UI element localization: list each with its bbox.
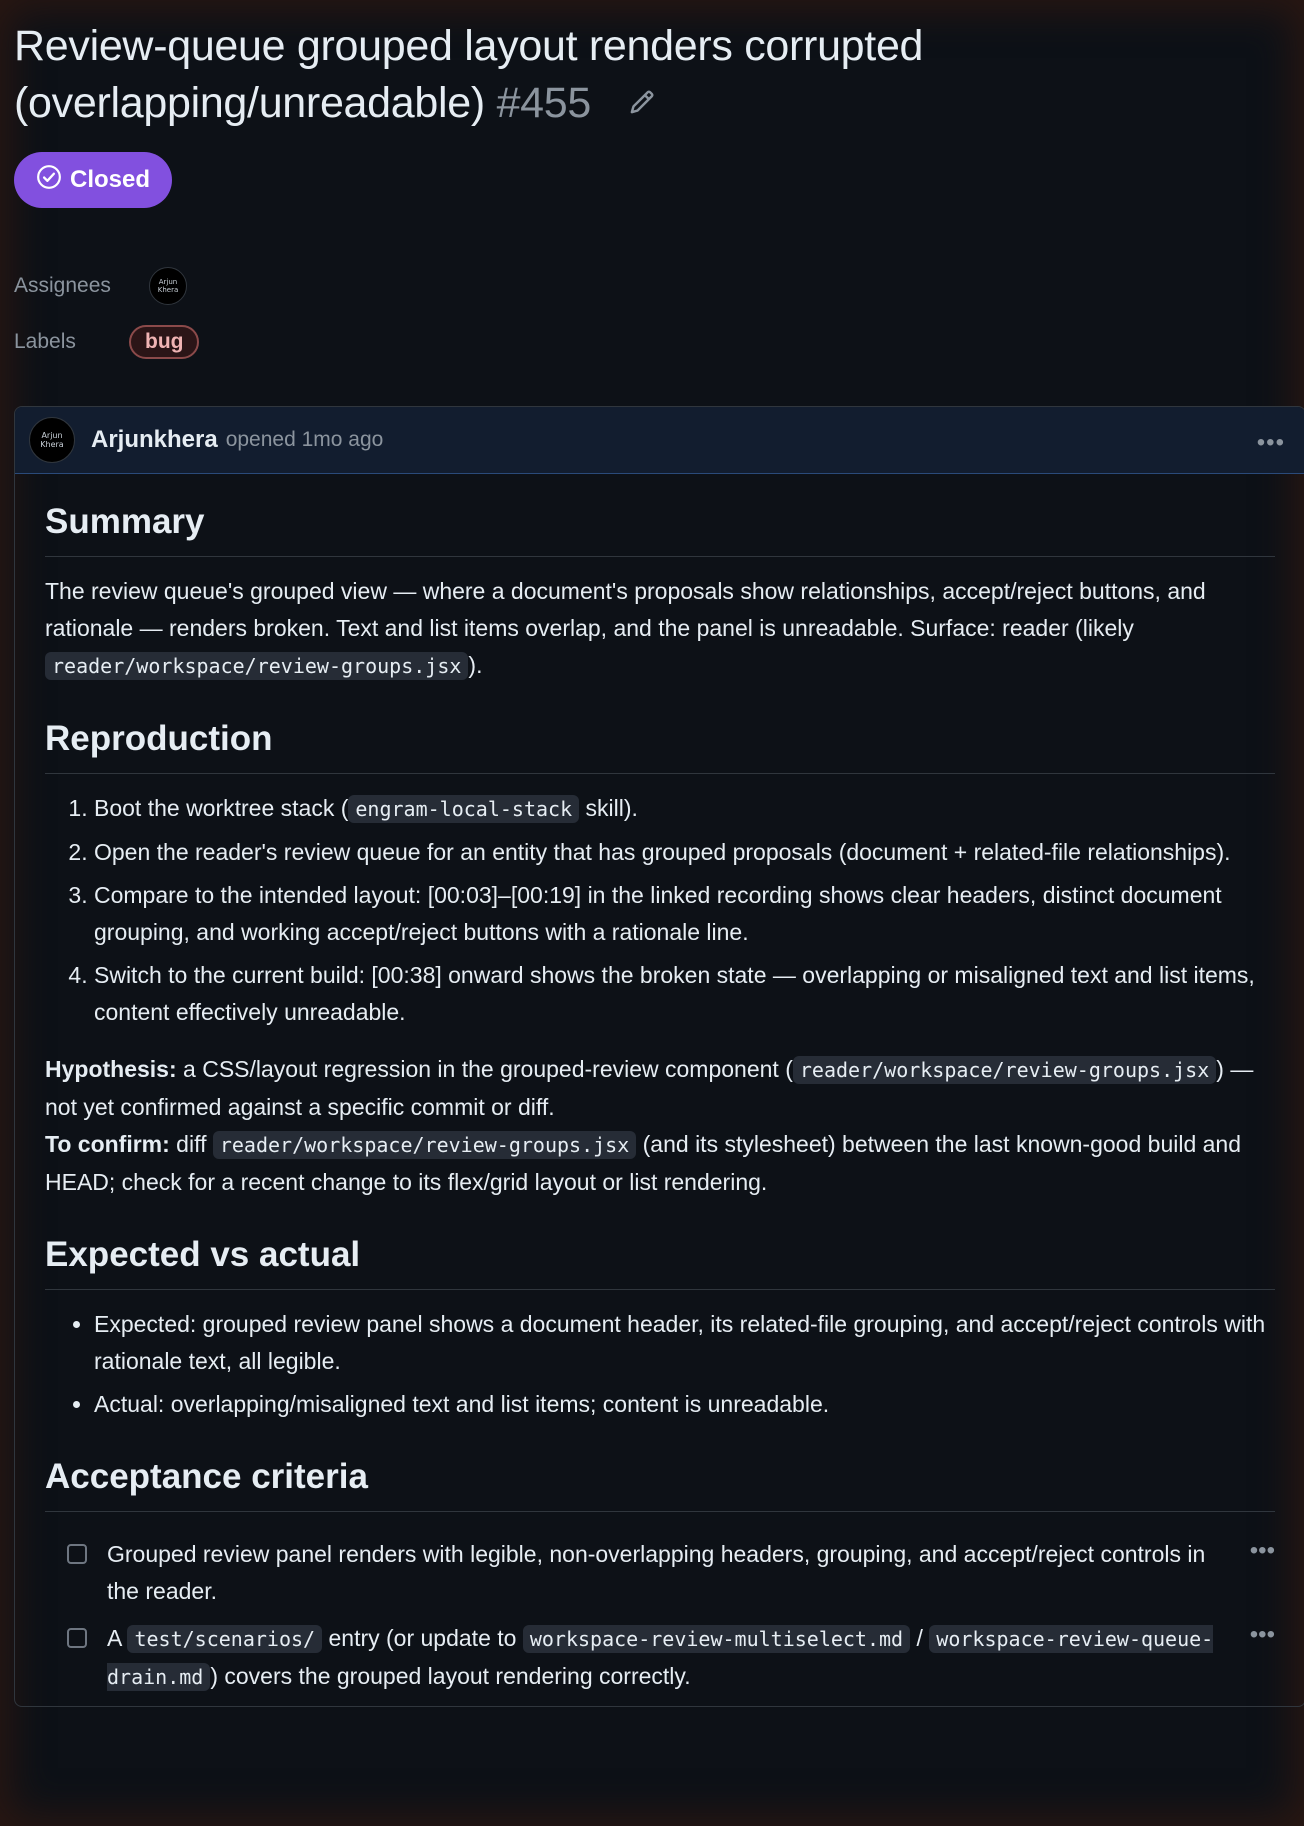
step-text-end: skill). [579,795,638,822]
task-text: A [107,1625,128,1652]
assignees-label: Assignees [14,274,111,298]
task-more-options-icon[interactable]: ••• [1249,1621,1275,1649]
heading-reproduction: Reproduction [45,715,1275,774]
list-item: 3. Compare to the intended layout: [00:03]–[00:19] in the linked recording shows clear headers, distinct document grouping, and working accept/reject buttons with a rationale line. [94,877,1275,951]
task-checkbox[interactable] [67,1628,87,1648]
heading-acceptance-criteria: Acceptance criteria [45,1453,1275,1512]
confirm-label: To confirm: [45,1131,170,1158]
heading-expected-vs-actual: Expected vs actual [45,1231,1275,1290]
summary-text-end: ). [468,652,483,679]
issue-title [14,18,1290,134]
issue-title-text: Review-queue grouped layout renders corrupted (overlapping/unreadable) [14,22,924,127]
status-badge [14,152,172,208]
label-bug[interactable]: bug [129,325,199,359]
heading-summary: Summary [45,498,1275,557]
labels-label: Labels [14,330,76,354]
confirm-text: diff [169,1131,213,1158]
confirm-text-end: (and its stylesheet) between the last known-good build and HEAD; check for a recent change to its flex/grid layout or list rendering. [45,1131,1242,1196]
labels-row [14,314,1290,370]
expected-list [45,1306,1275,1423]
list-item [94,790,1275,828]
list-item: 4. Switch to the current build: [00:38] onward shows the broken state — overlapping or misaligned text and list items, content effectively unreadable. [94,957,1275,1031]
task-text: / [910,1625,930,1652]
list-item: • Expected: grouped review panel shows a document header, its related-file grouping, and accept/reject controls with rationale text, all legible. [94,1306,1275,1380]
summary-text: The review queue's grouped view — where a document's proposals show relationships, accept/reject buttons, and rationale — renders broken. Text and list items overlap, and the panel is unreadable. Surface: reader (likely [45,578,1206,642]
task-text: Grouped review panel renders with legible, non-overlapping headers, grouping, and accept/reject controls in the reader. [107,1541,1206,1605]
task-text-end: ) covers the grouped layout rendering correctly. [210,1663,691,1690]
task-checkbox[interactable] [67,1544,87,1564]
author-avatar[interactable]: Arjun Khera [29,417,75,463]
assignee-avatar[interactable]: Arjun Khera [149,267,187,305]
task-more-options-icon[interactable]: ••• [1249,1537,1275,1565]
more-options-icon[interactable]: ••• [1256,429,1285,457]
task-item [67,1620,1275,1696]
inline-code: reader/workspace/review-groups.jsx [45,652,468,680]
inline-code: reader/workspace/review-groups.jsx [793,1056,1216,1084]
summary-paragraph [45,573,1275,685]
inline-code: engram-local-stack [348,795,579,823]
inline-code: workspace-review-multiselect.md [523,1625,910,1653]
inline-code: reader/workspace/review-groups.jsx [213,1131,636,1159]
assignees-row [14,258,1290,314]
check-circle-icon [36,164,62,197]
list-item: 2. Open the reader's review queue for an entity that has grouped proposals (document + related-file relationships). [94,834,1275,871]
issue-comment [14,406,1304,1707]
comment-timestamp: opened 1mo ago [225,428,384,452]
comment-header [15,407,1304,474]
hypothesis-text-end: ) — not yet confirmed against a specific commit or diff. [45,1056,1254,1121]
task-text: entry (or update to [322,1625,523,1652]
task-item [67,1536,1275,1610]
inline-code: workspace-review-queue-drain.md [107,1627,1214,1690]
hypothesis-text: a CSS/layout regression in the grouped-review component ( [176,1056,793,1083]
acceptance-task-list [45,1536,1275,1696]
status-text: Closed [70,166,151,194]
hypothesis-label: Hypothesis: [45,1056,177,1083]
issue-meta [14,258,1290,370]
issue-number: #455 [496,79,592,127]
repro-steps [45,790,1275,1031]
step-text: Boot the worktree stack ( [94,795,349,822]
comment-body [15,474,1304,1696]
hypothesis-paragraph [45,1051,1275,1201]
comment-author[interactable]: Arjunkhera [91,426,218,454]
list-item: • Actual: overlapping/misaligned text and list items; content is unreadable. [94,1386,1275,1423]
pencil-icon[interactable] [629,73,655,130]
inline-code: test/scenarios/ [127,1625,322,1653]
